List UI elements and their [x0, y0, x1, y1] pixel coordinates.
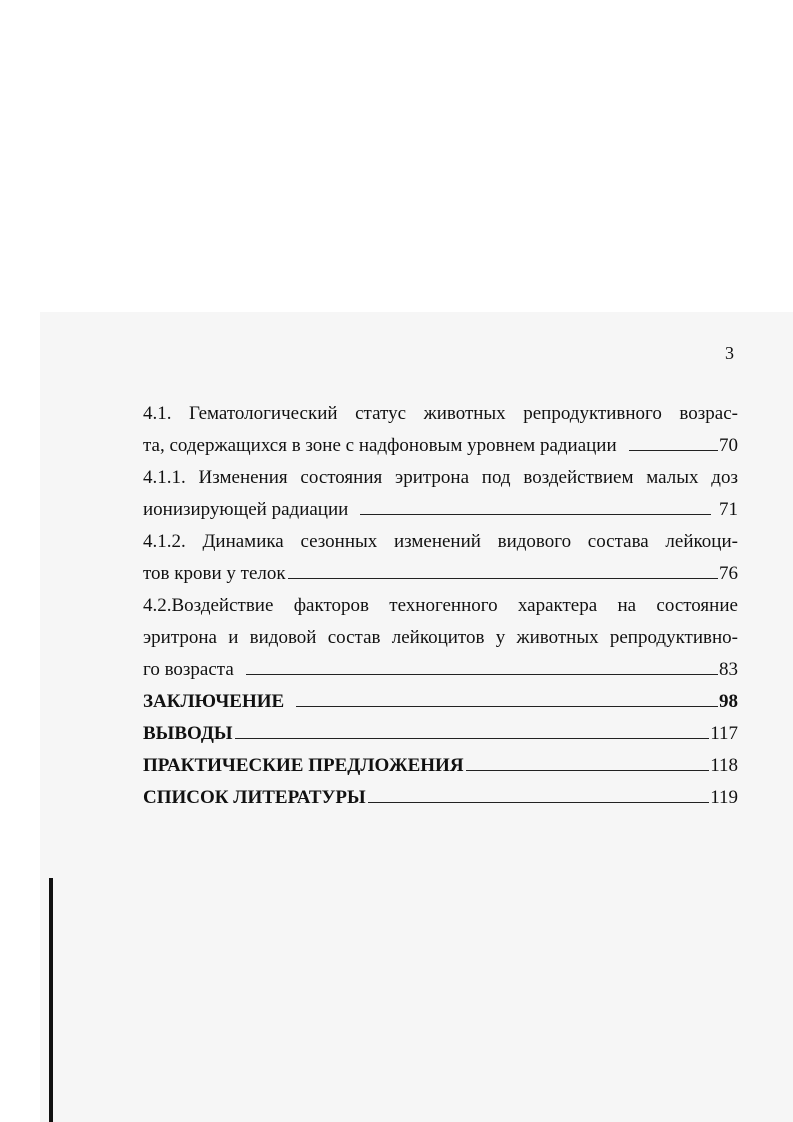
toc-word: статус — [355, 403, 407, 424]
leader-line — [368, 802, 710, 803]
toc-word: животных — [516, 627, 599, 648]
toc-entry-conclusion — [143, 686, 738, 718]
toc-word: 4.2.Воздействие — [143, 595, 274, 616]
toc-word: состав — [327, 627, 381, 648]
toc-word: репродуктивно- — [609, 627, 738, 648]
toc-entry-page: 119 — [710, 787, 738, 808]
toc-word: факторов — [293, 595, 369, 616]
toc-word: малых — [646, 467, 699, 488]
toc-entry-references — [143, 782, 738, 814]
table-of-contents — [143, 398, 738, 814]
toc-entry-4-1-1-line-1 — [143, 462, 738, 494]
toc-word: 4.1.2. — [143, 531, 186, 552]
toc-word: 4.1. — [143, 403, 172, 424]
toc-word: эритрона — [143, 627, 217, 648]
toc-word: доз — [711, 467, 738, 488]
toc-entry-page: 76 — [719, 563, 738, 584]
toc-word: у — [495, 627, 506, 648]
toc-entry-4-1-line-2 — [143, 430, 738, 462]
toc-entry-4-1-line-1 — [143, 398, 738, 430]
leader-line — [360, 514, 711, 515]
toc-word: Гематологический — [189, 403, 338, 424]
toc-entry-4-1-2-line-2 — [143, 558, 738, 590]
toc-word: 4.1.1. — [143, 467, 186, 488]
toc-entry-title: го возраста — [143, 659, 234, 680]
toc-word: животных — [423, 403, 506, 424]
toc-entry-4-2-line-2 — [143, 622, 738, 654]
toc-entry-findings — [143, 718, 738, 750]
toc-word: возрас- — [679, 403, 738, 424]
toc-entry-title: ПРАКТИЧЕСКИЕ ПРЕДЛОЖЕНИЯ — [143, 755, 464, 776]
toc-entry-page: 71 — [719, 499, 738, 520]
toc-entry-page: 117 — [710, 723, 738, 744]
toc-word: репродуктивного — [523, 403, 662, 424]
toc-word: видового — [497, 531, 572, 552]
toc-entry-page: 118 — [710, 755, 738, 776]
toc-entry-page: 70 — [719, 435, 738, 456]
leader-line — [288, 578, 718, 579]
toc-entry-practical — [143, 750, 738, 782]
toc-word: изменений — [393, 531, 481, 552]
toc-word: видовой — [249, 627, 317, 648]
toc-entry-4-1-2-line-1 — [143, 526, 738, 558]
leader-line — [629, 450, 718, 451]
toc-entry-title: ВЫВОДЫ — [143, 723, 233, 744]
toc-word: состояния — [300, 467, 383, 488]
leader-line — [235, 738, 710, 739]
toc-word: эритрона — [395, 467, 470, 488]
toc-word: состава — [587, 531, 649, 552]
toc-word: лейкоци- — [665, 531, 738, 552]
toc-word: характера — [517, 595, 598, 616]
toc-word: Динамика — [202, 531, 284, 552]
toc-word: под — [481, 467, 511, 488]
toc-entry-4-2-line-1 — [143, 590, 738, 622]
leader-line — [466, 770, 710, 771]
toc-word: воздействием — [523, 467, 634, 488]
toc-entry-page: 98 — [719, 691, 738, 712]
toc-entry-4-2-line-3 — [143, 654, 738, 686]
toc-word: лейкоцитов — [391, 627, 485, 648]
toc-word: и — [228, 627, 239, 648]
toc-entry-title: та, содержащихся в зоне с надфоновым уровнем радиации — [143, 435, 617, 456]
binding-edge-line — [49, 878, 53, 1122]
page-number: 3 — [725, 343, 734, 363]
toc-entry-title: ионизирующей радиации — [143, 499, 349, 520]
toc-entry-title: тов крови у телок — [143, 563, 286, 584]
toc-word: сезонных — [300, 531, 378, 552]
toc-entry-page: 83 — [719, 659, 738, 680]
toc-word: состояние — [656, 595, 738, 616]
toc-word: Изменения — [198, 467, 288, 488]
toc-word: на — [617, 595, 637, 616]
toc-entry-4-1-1-line-2 — [143, 494, 738, 526]
leader-line — [246, 674, 718, 675]
toc-entry-title: СПИСОК ЛИТЕРАТУРЫ — [143, 787, 366, 808]
leader-line — [296, 706, 718, 707]
toc-word: техногенного — [389, 595, 498, 616]
toc-entry-title: ЗАКЛЮЧЕНИЕ — [143, 691, 285, 712]
